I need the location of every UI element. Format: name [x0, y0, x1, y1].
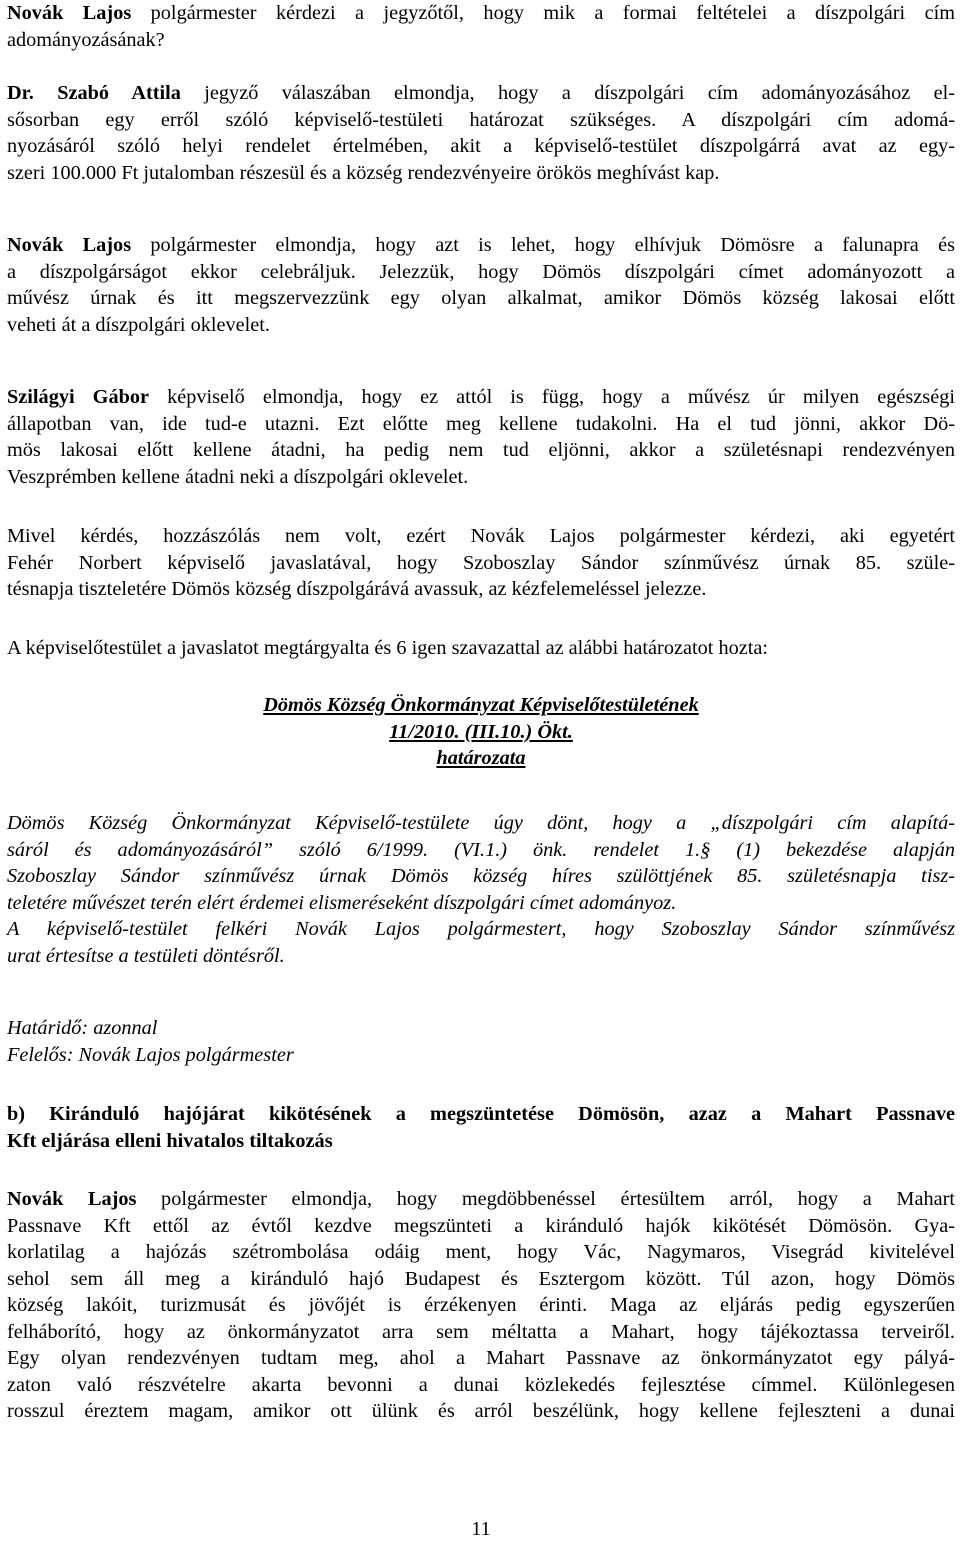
text-line: felháborító, hogy az önkormányzatot arra sem méltatta a Mahart, hogy tájékoztassa terveiről.	[7, 1320, 955, 1343]
text-line: Veszprémben kellene átadni neki a díszpolgári oklevelet.	[7, 465, 469, 488]
text-line: állapotban van, ide tud-e utazni. Ezt előtte meg kellene tudakolni. Ha el tud jönni, akkor Dö-	[7, 412, 955, 435]
paragraph-5	[7, 523, 955, 603]
text-line: sehol sem áll meg a kiránduló hajó Budapest és Esztergom között. Túl azon, hogy Dömös	[7, 1267, 955, 1290]
speaker-name: Szilágyi Gábor	[7, 386, 150, 408]
text-line: sáról és adományozásáról” szóló 6/1999. (VI.1.) önk. rendelet 1.§ (1) bekezdése alapján	[7, 838, 955, 861]
heading-line: Kft eljárása elleni hivatalos tiltakozás	[7, 1129, 333, 1152]
resolution-title-line: Dömös Község Önkormányzat Képviselőtestületének	[263, 694, 699, 716]
speaker-name: Novák Lajos	[7, 234, 132, 256]
text-line: polgármester kérdezi a jegyzőtől, hogy mik a formai feltételei a díszpolgári cím	[131, 2, 956, 24]
speaker-name: Novák Lajos	[7, 1188, 137, 1210]
page-number: 11	[471, 1518, 491, 1540]
paragraph-2	[7, 80, 955, 186]
paragraph-7	[7, 1186, 955, 1425]
responsible: Felelős: Novák Lajos polgármester	[7, 1043, 294, 1066]
resolution-body	[7, 810, 955, 969]
text-line: urat értesítse a testületi döntésről.	[7, 944, 285, 967]
text-line: adományozásának?	[7, 28, 165, 51]
paragraph-4	[7, 384, 955, 490]
text-line: polgármester elmondja, hogy megdöbbenéssel értesültem arról, hogy a Mahart	[136, 1188, 956, 1210]
text-line: mös lakosai előtt kellene átadni, ha pedig nem tud eljönni, akkor a születésnapi rendezvényen	[7, 439, 955, 461]
text-line: Mivel kérdés, hozzászólás nem volt, ezért Novák Lajos polgármester kérdezi, aki egyetért	[7, 525, 955, 547]
text-line: rosszul éreztem magam, amikor ott ülünk és arról beszélünk, hogy kellene fejleszteni a dunai	[7, 1400, 955, 1422]
text-line: Fehér Norbert képviselő javaslatával, hogy Szoboszlay Sándor színművész úrnak 85. szüle-	[7, 551, 955, 574]
deadline-block	[7, 1015, 955, 1068]
paragraph-1	[7, 0, 955, 53]
paragraph-6	[7, 635, 955, 662]
text-line: polgármester elmondja, hogy azt is lehet, hogy elhívjuk Dömösre a falunapra és	[131, 234, 955, 256]
text-line: zaton való részvételre akarta bevonni a dunai közlekedés fejlesztése címmel. Különlegesen	[7, 1373, 955, 1396]
text-line: Passnave Kft ettől az évtől kezdve megszünteti a kiránduló hajók kikötését Dömösön. Gya-	[7, 1214, 955, 1237]
text-line: korlatilag a hajózás szétrombolása odáig ment, hogy Vác, Nagymaros, Visegrád kivitelével	[7, 1241, 955, 1263]
text-line: a díszpolgárságot ekkor celebráljuk. Jelezzük, hogy Dömös díszpolgári címet adományozott a	[7, 260, 955, 283]
text-line: nyozásáról szóló helyi rendelet értelmében, akit a képviselő-testület díszpolgárrá avat az egy-	[7, 135, 955, 157]
text-line: Szoboszlay Sándor színművész úrnak Dömös község híres szülöttjének 85. születésnapja tisz-	[7, 865, 955, 887]
text-line: tésnapja tiszteletére Dömös község díszpolgárává avassuk, az kézfelemeléssel jelezze.	[7, 578, 707, 600]
text-line: jegyző válaszában elmondja, hogy a díszpolgári cím adományozásához el-	[180, 82, 955, 104]
text-line: község lakóit, turizmusát és jövőjét is érzékenyen érinti. Maga az eljárás pedig egyszerűen	[7, 1294, 955, 1316]
speaker-name: Dr. Szabó Attila	[7, 82, 181, 104]
text-line: veheti át a díszpolgári oklevelet.	[7, 313, 270, 336]
text-line: képviselő elmondja, hogy ez attól is függ, hogy a művész úr milyen egészségi	[149, 386, 955, 408]
section-b-heading	[7, 1101, 955, 1154]
text-line: sősorban egy erről szóló képviselő-testületi határozat szükséges. A díszpolgári cím adomá-	[7, 108, 955, 131]
text-line: Egy olyan rendezvényen tudtam meg, ahol a Mahart Passnave az önkormányzatot egy pályá-	[7, 1347, 955, 1369]
heading-line: b) Kiránduló hajójárat kikötésének a megszüntetése Dömösön, azaz a Mahart Passnave	[7, 1103, 955, 1125]
text-line: A képviselőtestület a javaslatot megtárgyalta és 6 igen szavazattal az alábbi határozatot hozta:	[7, 637, 768, 659]
deadline: Határidő: azonnal	[7, 1017, 158, 1039]
text-line: A képviselő-testület felkéri Novák Lajos polgármestert, hogy Szoboszlay Sándor színművész	[7, 918, 955, 940]
paragraph-3	[7, 232, 955, 338]
text-line: teletére művészet terén elért érdemei elismeréseként díszpolgári címet adományoz.	[7, 891, 677, 914]
text-line: művész úrnak és itt megszervezzünk egy olyan alkalmat, amikor Dömös község lakosai előtt	[7, 287, 955, 309]
speaker-name: Novák Lajos	[7, 2, 132, 24]
text-line: Dömös Község Önkormányzat Képviselő-testülete úgy dönt, hogy a „díszpolgári cím alapítá-	[7, 812, 955, 834]
text-line: szeri 100.000 Ft jutalomban részesül és a község rendezvényeire örökös meghívást kap.	[7, 161, 720, 184]
resolution-label: határozata	[436, 747, 526, 769]
resolution-title	[7, 692, 955, 772]
resolution-number: 11/2010. (III.10.) Ökt.	[389, 720, 573, 743]
